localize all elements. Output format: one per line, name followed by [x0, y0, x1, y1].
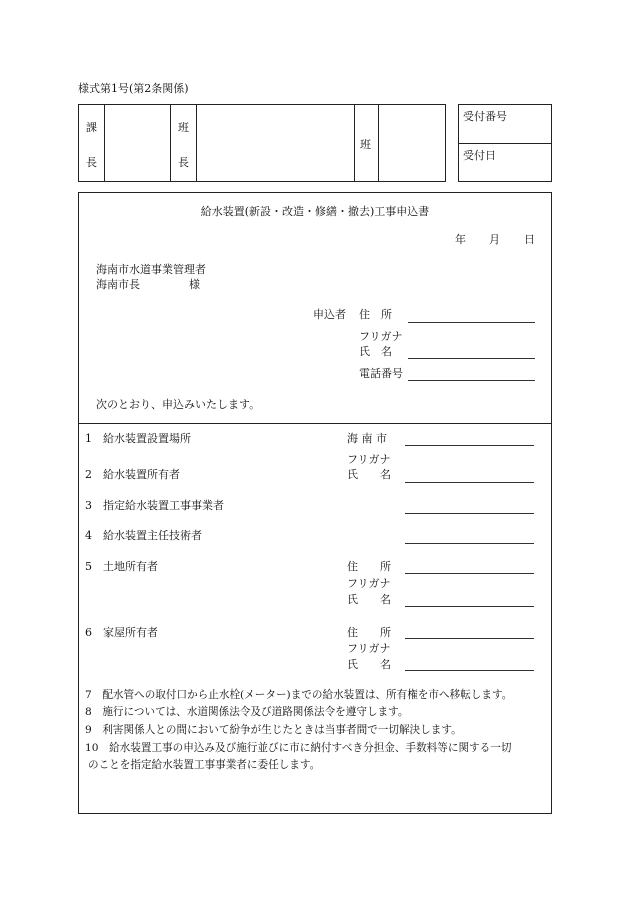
item-1-location-field[interactable] — [405, 431, 533, 445]
item-4-label: 給水装置主任技術者 — [103, 529, 202, 542]
item-3-number: 3 — [85, 499, 92, 512]
applicant-phone-label: 電話番号 — [359, 367, 403, 380]
date-month-label: 月 — [489, 233, 500, 246]
applicant-name-label: 氏 名 — [359, 345, 392, 358]
underline — [405, 638, 534, 639]
note-8: 8 施行については、水道関係法令及び道路関係法令を遵守します。 — [85, 706, 409, 718]
applicant-address-label: 住 所 — [359, 308, 392, 321]
item-6-name-label: 氏 名 — [347, 658, 391, 671]
item-6-number: 6 — [85, 626, 92, 639]
item-5-name-field[interactable] — [405, 592, 533, 606]
divider — [196, 104, 197, 182]
han-label: 班 — [360, 138, 371, 151]
intro-text: 次のとおり、申込みいたします。 — [96, 398, 261, 411]
underline — [405, 573, 534, 574]
note-9: 9 利害関係人との間において紛争が生じたときは当事者間で一切解決します。 — [85, 724, 462, 736]
item-5-address-field[interactable] — [405, 559, 533, 573]
item-6-name-field[interactable] — [405, 656, 533, 670]
item-5-number: 5 — [85, 560, 92, 573]
item-3-label: 指定給水装置工事事業者 — [103, 499, 224, 512]
underline — [405, 445, 534, 446]
reception-date-label: 受付日 — [463, 149, 496, 162]
reception-number-label: 受付番号 — [463, 110, 507, 123]
applicant-label: 申込者 — [313, 308, 346, 321]
date-year-label: 年 — [455, 233, 466, 246]
note-10-line-1: 10 給水装置工事の申込み及び施行並びに市に納付すべき分担金、手数料等に関する一切 — [85, 742, 512, 754]
form-id: 様式第1号(第2条関係) — [78, 82, 189, 95]
applicant-phone-field[interactable] — [408, 366, 534, 380]
item-5-name-label: 氏 名 — [347, 593, 391, 606]
underline — [405, 543, 534, 544]
item-5-furigana-label: フリガナ — [347, 577, 391, 590]
item-6-furigana-label: フリガナ — [347, 642, 391, 655]
item-2-name-label: 氏 名 — [347, 468, 391, 481]
item-1-city-label: 海 南 市 — [347, 432, 387, 445]
ka-label-bottom: 長 — [86, 156, 97, 169]
divider — [458, 143, 552, 144]
underline — [408, 322, 535, 323]
item-2-name-field[interactable] — [405, 468, 533, 482]
item-6-label: 家屋所有者 — [103, 626, 158, 639]
item-3-field[interactable] — [405, 499, 533, 513]
addressee-line-2: 海南市長 — [96, 278, 140, 291]
item-1-number: 1 — [85, 432, 92, 445]
addressee-line-1: 海南市水道事業管理者 — [96, 263, 206, 276]
item-4-number: 4 — [85, 529, 92, 542]
han-label-bottom: 長 — [178, 156, 189, 169]
item-6-address-label: 住 所 — [347, 626, 391, 639]
han-label-top: 班 — [178, 121, 189, 134]
addressee-honorific: 様 — [189, 278, 200, 291]
applicant-furigana-label: フリガナ — [359, 330, 403, 343]
divider — [170, 104, 171, 182]
section-divider — [78, 423, 552, 424]
item-6-address-field[interactable] — [405, 624, 533, 638]
note-10-line-2: のことを指定給水装置工事事業者に委任します。 — [88, 759, 321, 771]
date-day-label: 日 — [524, 233, 535, 246]
divider — [354, 104, 355, 182]
underline — [405, 670, 534, 671]
applicant-name-field[interactable] — [408, 344, 534, 358]
item-4-field[interactable] — [405, 529, 533, 543]
underline — [405, 606, 534, 607]
note-7: 7 配水管への取付口から止水栓(メーター)までの給水装置は、所有権を市へ移転します。 — [85, 689, 513, 701]
underline — [405, 513, 534, 514]
approval-stamp-box — [78, 104, 446, 182]
item-2-label: 給水装置所有者 — [103, 468, 180, 481]
applicant-address-field[interactable] — [408, 308, 534, 322]
item-1-label: 給水装置設置場所 — [103, 432, 191, 445]
ka-label-top: 課 — [86, 121, 97, 134]
underline — [408, 380, 535, 381]
item-5-address-label: 住 所 — [347, 560, 391, 573]
item-5-label: 土地所有者 — [103, 560, 158, 573]
item-2-number: 2 — [85, 468, 92, 481]
underline — [405, 482, 534, 483]
divider — [378, 104, 379, 182]
form-title: 給水装置(新設・改造・修繕・撤去)工事申込書 — [200, 205, 430, 218]
item-2-furigana-label: フリガナ — [347, 453, 391, 466]
divider — [104, 104, 105, 182]
underline — [408, 358, 535, 359]
